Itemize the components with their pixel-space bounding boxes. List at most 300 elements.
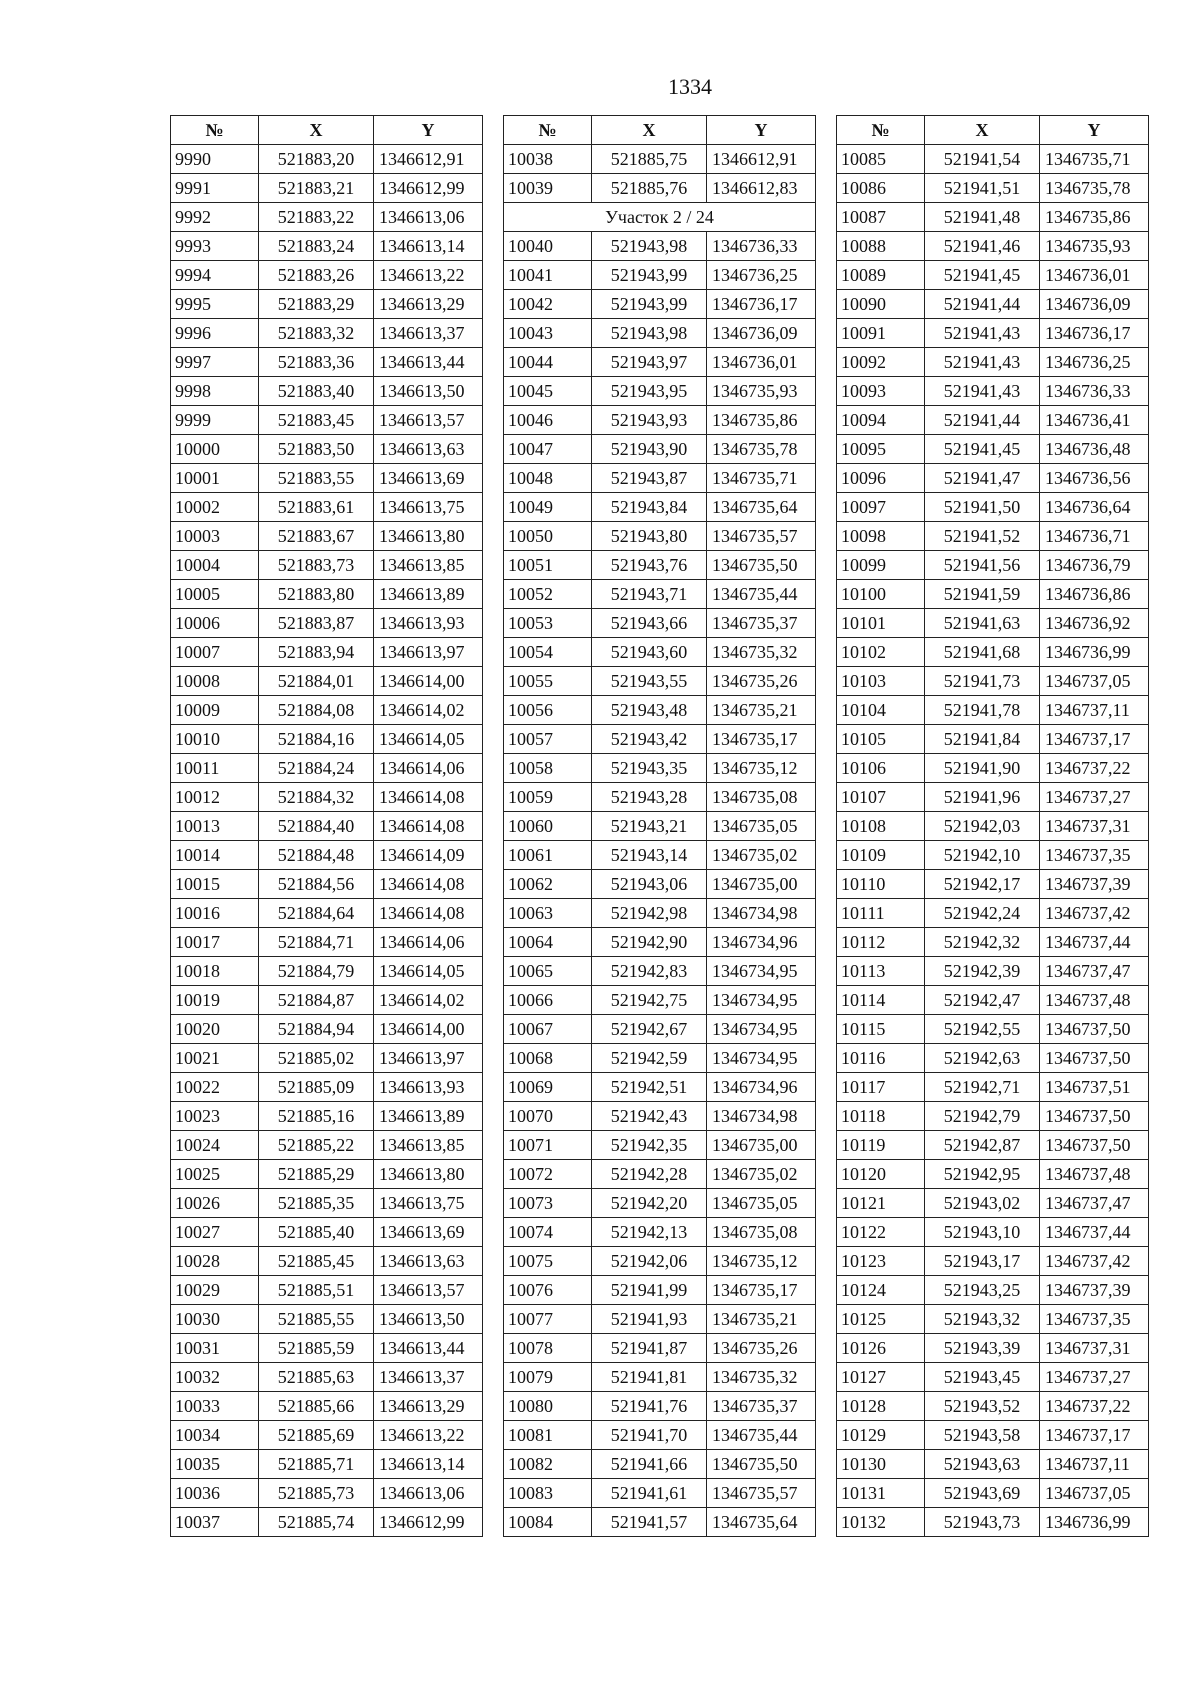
y-coordinate: 1346735,86 <box>1040 203 1149 232</box>
y-coordinate: 1346613,06 <box>374 203 483 232</box>
y-coordinate: 1346613,80 <box>374 522 483 551</box>
table-row <box>504 725 816 754</box>
point-number: 10087 <box>837 203 925 232</box>
x-coordinate: 521943,32 <box>925 1305 1040 1334</box>
x-coordinate: 521942,03 <box>925 812 1040 841</box>
x-coordinate: 521885,76 <box>592 174 707 203</box>
point-number: 10044 <box>504 348 592 377</box>
x-coordinate: 521942,95 <box>925 1160 1040 1189</box>
y-coordinate: 1346737,50 <box>1040 1015 1149 1044</box>
y-coordinate: 1346613,14 <box>374 232 483 261</box>
y-coordinate: 1346737,27 <box>1040 1363 1149 1392</box>
y-coordinate: 1346737,51 <box>1040 1073 1149 1102</box>
point-number: 10032 <box>171 1363 259 1392</box>
y-coordinate: 1346613,89 <box>374 1102 483 1131</box>
table-row <box>837 1247 1149 1276</box>
table-row <box>837 1479 1149 1508</box>
x-coordinate: 521883,29 <box>259 290 374 319</box>
table-row <box>504 1305 816 1334</box>
y-coordinate: 1346735,21 <box>707 696 816 725</box>
x-coordinate: 521885,71 <box>259 1450 374 1479</box>
table-row <box>504 696 816 725</box>
table-row <box>837 638 1149 667</box>
point-number: 10096 <box>837 464 925 493</box>
y-coordinate: 1346737,35 <box>1040 841 1149 870</box>
table-row <box>171 957 483 986</box>
y-coordinate: 1346613,63 <box>374 1247 483 1276</box>
table-row <box>171 1218 483 1247</box>
y-coordinate: 1346614,02 <box>374 696 483 725</box>
x-coordinate: 521943,99 <box>592 261 707 290</box>
x-coordinate: 521943,97 <box>592 348 707 377</box>
x-coordinate: 521941,73 <box>925 667 1040 696</box>
x-coordinate: 521941,96 <box>925 783 1040 812</box>
x-coordinate: 521941,78 <box>925 696 1040 725</box>
point-number: 10121 <box>837 1189 925 1218</box>
x-coordinate: 521941,48 <box>925 203 1040 232</box>
table-row <box>504 1450 816 1479</box>
table-row <box>837 1160 1149 1189</box>
table-row <box>837 754 1149 783</box>
table-row <box>171 667 483 696</box>
x-coordinate: 521885,55 <box>259 1305 374 1334</box>
point-number: 10129 <box>837 1421 925 1450</box>
table-row <box>504 1160 816 1189</box>
point-number: 10076 <box>504 1276 592 1305</box>
x-coordinate: 521941,84 <box>925 725 1040 754</box>
y-coordinate: 1346737,39 <box>1040 870 1149 899</box>
x-coordinate: 521943,80 <box>592 522 707 551</box>
y-coordinate: 1346737,44 <box>1040 1218 1149 1247</box>
x-coordinate: 521943,21 <box>592 812 707 841</box>
table-row <box>504 1015 816 1044</box>
x-coordinate: 521884,48 <box>259 841 374 870</box>
table-row <box>171 522 483 551</box>
x-coordinate: 521883,94 <box>259 638 374 667</box>
point-number: 10001 <box>171 464 259 493</box>
y-coordinate: 1346613,97 <box>374 1044 483 1073</box>
x-coordinate: 521941,63 <box>925 609 1040 638</box>
point-number: 10081 <box>504 1421 592 1450</box>
point-number: 10041 <box>504 261 592 290</box>
x-coordinate: 521941,43 <box>925 348 1040 377</box>
x-coordinate: 521943,60 <box>592 638 707 667</box>
y-coordinate: 1346736,64 <box>1040 493 1149 522</box>
point-number: 10015 <box>171 870 259 899</box>
y-coordinate: 1346613,85 <box>374 551 483 580</box>
y-coordinate: 1346737,50 <box>1040 1044 1149 1073</box>
table-row <box>837 290 1149 319</box>
point-number: 10021 <box>171 1044 259 1073</box>
table-row <box>837 1508 1149 1537</box>
y-coordinate: 1346736,01 <box>1040 261 1149 290</box>
point-number: 10073 <box>504 1189 592 1218</box>
table-row <box>504 1479 816 1508</box>
point-number: 10088 <box>837 232 925 261</box>
y-coordinate: 1346614,06 <box>374 928 483 957</box>
point-number: 10063 <box>504 899 592 928</box>
y-coordinate: 1346735,21 <box>707 1305 816 1334</box>
y-coordinate: 1346735,93 <box>707 377 816 406</box>
table-row <box>171 1392 483 1421</box>
y-coordinate: 1346735,50 <box>707 1450 816 1479</box>
point-number: 10007 <box>171 638 259 667</box>
x-coordinate: 521941,68 <box>925 638 1040 667</box>
point-number: 10072 <box>504 1160 592 1189</box>
point-number: 10024 <box>171 1131 259 1160</box>
table-row <box>837 696 1149 725</box>
point-number: 10118 <box>837 1102 925 1131</box>
y-coordinate: 1346614,08 <box>374 812 483 841</box>
point-number: 10080 <box>504 1392 592 1421</box>
point-number: 10126 <box>837 1334 925 1363</box>
table-row <box>837 377 1149 406</box>
table-row <box>171 1102 483 1131</box>
table-row <box>504 1334 816 1363</box>
coordinates-table-2 <box>503 115 816 1537</box>
table-row <box>837 1392 1149 1421</box>
y-coordinate: 1346613,69 <box>374 1218 483 1247</box>
point-number: 10062 <box>504 870 592 899</box>
table-row <box>171 290 483 319</box>
y-coordinate: 1346737,05 <box>1040 667 1149 696</box>
table-row <box>171 203 483 232</box>
x-coordinate: 521941,52 <box>925 522 1040 551</box>
y-coordinate: 1346735,12 <box>707 1247 816 1276</box>
point-number: 10052 <box>504 580 592 609</box>
table-row <box>171 841 483 870</box>
y-coordinate: 1346612,99 <box>374 174 483 203</box>
y-coordinate: 1346734,95 <box>707 957 816 986</box>
x-coordinate: 521885,09 <box>259 1073 374 1102</box>
y-coordinate: 1346613,57 <box>374 1276 483 1305</box>
y-coordinate: 1346734,95 <box>707 1015 816 1044</box>
y-coordinate: 1346735,71 <box>707 464 816 493</box>
x-coordinate: 521943,42 <box>592 725 707 754</box>
y-coordinate: 1346736,33 <box>1040 377 1149 406</box>
point-number: 10006 <box>171 609 259 638</box>
x-coordinate: 521942,90 <box>592 928 707 957</box>
table-row <box>171 1508 483 1537</box>
x-coordinate: 521941,99 <box>592 1276 707 1305</box>
table-row <box>504 1189 816 1218</box>
y-coordinate: 1346737,11 <box>1040 696 1149 725</box>
point-number: 10116 <box>837 1044 925 1073</box>
y-coordinate: 1346734,98 <box>707 899 816 928</box>
y-coordinate: 1346735,37 <box>707 1392 816 1421</box>
table-row <box>504 638 816 667</box>
table-row <box>171 899 483 928</box>
y-coordinate: 1346614,08 <box>374 899 483 928</box>
header-y: Y <box>374 116 483 145</box>
x-coordinate: 521943,10 <box>925 1218 1040 1247</box>
y-coordinate: 1346735,44 <box>707 1421 816 1450</box>
x-coordinate: 521943,58 <box>925 1421 1040 1450</box>
point-number: 10034 <box>171 1421 259 1450</box>
table-row <box>504 1044 816 1073</box>
x-coordinate: 521943,95 <box>592 377 707 406</box>
table-row <box>837 1305 1149 1334</box>
x-coordinate: 521884,79 <box>259 957 374 986</box>
y-coordinate: 1346736,79 <box>1040 551 1149 580</box>
point-number: 10000 <box>171 435 259 464</box>
y-coordinate: 1346735,00 <box>707 870 816 899</box>
x-coordinate: 521942,75 <box>592 986 707 1015</box>
y-coordinate: 1346613,50 <box>374 1305 483 1334</box>
x-coordinate: 521942,24 <box>925 899 1040 928</box>
y-coordinate: 1346737,47 <box>1040 957 1149 986</box>
table-row <box>171 783 483 812</box>
y-coordinate: 1346735,17 <box>707 725 816 754</box>
x-coordinate: 521943,17 <box>925 1247 1040 1276</box>
x-coordinate: 521883,50 <box>259 435 374 464</box>
x-coordinate: 521885,74 <box>259 1508 374 1537</box>
point-number: 10054 <box>504 638 592 667</box>
y-coordinate: 1346737,11 <box>1040 1450 1149 1479</box>
point-number: 10042 <box>504 290 592 319</box>
point-number: 10059 <box>504 783 592 812</box>
y-coordinate: 1346735,71 <box>1040 145 1149 174</box>
x-coordinate: 521943,28 <box>592 783 707 812</box>
table-row <box>837 783 1149 812</box>
y-coordinate: 1346737,22 <box>1040 754 1149 783</box>
x-coordinate: 521943,06 <box>592 870 707 899</box>
x-coordinate: 521942,98 <box>592 899 707 928</box>
point-number: 10127 <box>837 1363 925 1392</box>
y-coordinate: 1346735,50 <box>707 551 816 580</box>
header-x: X <box>592 116 707 145</box>
table-row <box>171 725 483 754</box>
table-row <box>504 348 816 377</box>
x-coordinate: 521942,51 <box>592 1073 707 1102</box>
x-coordinate: 521942,39 <box>925 957 1040 986</box>
table-row <box>171 1479 483 1508</box>
y-coordinate: 1346735,02 <box>707 841 816 870</box>
y-coordinate: 1346736,09 <box>707 319 816 348</box>
x-coordinate: 521943,55 <box>592 667 707 696</box>
x-coordinate: 521941,43 <box>925 377 1040 406</box>
table-row <box>171 348 483 377</box>
x-coordinate: 521943,90 <box>592 435 707 464</box>
x-coordinate: 521943,84 <box>592 493 707 522</box>
x-coordinate: 521941,61 <box>592 1479 707 1508</box>
x-coordinate: 521943,69 <box>925 1479 1040 1508</box>
point-number: 10033 <box>171 1392 259 1421</box>
table-row <box>171 696 483 725</box>
point-number: 10120 <box>837 1160 925 1189</box>
x-coordinate: 521943,45 <box>925 1363 1040 1392</box>
x-coordinate: 521941,87 <box>592 1334 707 1363</box>
y-coordinate: 1346735,44 <box>707 580 816 609</box>
x-coordinate: 521885,22 <box>259 1131 374 1160</box>
y-coordinate: 1346737,17 <box>1040 1421 1149 1450</box>
table-row <box>837 667 1149 696</box>
y-coordinate: 1346735,00 <box>707 1131 816 1160</box>
table-row <box>504 522 816 551</box>
table-row <box>504 377 816 406</box>
y-coordinate: 1346614,05 <box>374 957 483 986</box>
table-row <box>837 986 1149 1015</box>
table-row <box>504 1073 816 1102</box>
table-row <box>837 464 1149 493</box>
x-coordinate: 521883,21 <box>259 174 374 203</box>
table-row <box>504 551 816 580</box>
point-number: 10008 <box>171 667 259 696</box>
y-coordinate: 1346613,89 <box>374 580 483 609</box>
table-row <box>171 580 483 609</box>
point-number: 10018 <box>171 957 259 986</box>
point-number: 10074 <box>504 1218 592 1247</box>
x-coordinate: 521884,56 <box>259 870 374 899</box>
y-coordinate: 1346613,22 <box>374 1421 483 1450</box>
table-row <box>504 493 816 522</box>
table-row <box>837 435 1149 464</box>
point-number: 10045 <box>504 377 592 406</box>
point-number: 9992 <box>171 203 259 232</box>
table-row <box>504 1363 816 1392</box>
x-coordinate: 521885,75 <box>592 145 707 174</box>
point-number: 10040 <box>504 232 592 261</box>
x-coordinate: 521941,45 <box>925 261 1040 290</box>
point-number: 10043 <box>504 319 592 348</box>
table-row <box>171 1015 483 1044</box>
y-coordinate: 1346735,08 <box>707 1218 816 1247</box>
point-number: 10048 <box>504 464 592 493</box>
point-number: 10019 <box>171 986 259 1015</box>
y-coordinate: 1346737,17 <box>1040 725 1149 754</box>
y-coordinate: 1346613,80 <box>374 1160 483 1189</box>
point-number: 10115 <box>837 1015 925 1044</box>
x-coordinate: 521883,73 <box>259 551 374 580</box>
coordinates-table-1 <box>170 115 483 1537</box>
point-number: 10093 <box>837 377 925 406</box>
point-number: 10039 <box>504 174 592 203</box>
table-header-row <box>504 116 816 145</box>
table-row <box>504 1508 816 1537</box>
point-number: 10051 <box>504 551 592 580</box>
x-coordinate: 521883,36 <box>259 348 374 377</box>
table-row <box>504 464 816 493</box>
y-coordinate: 1346735,32 <box>707 638 816 667</box>
point-number: 10128 <box>837 1392 925 1421</box>
table-row <box>837 406 1149 435</box>
header-y: Y <box>1040 116 1149 145</box>
y-coordinate: 1346735,93 <box>1040 232 1149 261</box>
point-number: 9996 <box>171 319 259 348</box>
x-coordinate: 521941,47 <box>925 464 1040 493</box>
point-number: 10067 <box>504 1015 592 1044</box>
point-number: 10122 <box>837 1218 925 1247</box>
y-coordinate: 1346737,05 <box>1040 1479 1149 1508</box>
x-coordinate: 521941,56 <box>925 551 1040 580</box>
y-coordinate: 1346613,22 <box>374 261 483 290</box>
table-row <box>837 1102 1149 1131</box>
point-number: 10066 <box>504 986 592 1015</box>
point-number: 10022 <box>171 1073 259 1102</box>
point-number: 9997 <box>171 348 259 377</box>
point-number: 10131 <box>837 1479 925 1508</box>
table-row <box>171 1450 483 1479</box>
y-coordinate: 1346734,95 <box>707 986 816 1015</box>
x-coordinate: 521942,43 <box>592 1102 707 1131</box>
table-row <box>504 435 816 464</box>
y-coordinate: 1346737,35 <box>1040 1305 1149 1334</box>
point-number: 10097 <box>837 493 925 522</box>
point-number: 10068 <box>504 1044 592 1073</box>
y-coordinate: 1346614,09 <box>374 841 483 870</box>
table-row <box>171 319 483 348</box>
point-number: 10030 <box>171 1305 259 1334</box>
y-coordinate: 1346737,50 <box>1040 1131 1149 1160</box>
page-number: 1334 <box>668 74 712 99</box>
y-coordinate: 1346614,00 <box>374 667 483 696</box>
x-coordinate: 521884,40 <box>259 812 374 841</box>
y-coordinate: 1346735,78 <box>707 435 816 464</box>
y-coordinate: 1346735,64 <box>707 493 816 522</box>
x-coordinate: 521942,63 <box>925 1044 1040 1073</box>
table-row <box>837 957 1149 986</box>
y-coordinate: 1346735,78 <box>1040 174 1149 203</box>
table-row <box>171 435 483 464</box>
x-coordinate: 521885,45 <box>259 1247 374 1276</box>
table-row <box>171 1305 483 1334</box>
point-number: 10005 <box>171 580 259 609</box>
point-number: 10109 <box>837 841 925 870</box>
point-number: 10077 <box>504 1305 592 1334</box>
table-row <box>837 319 1149 348</box>
y-coordinate: 1346613,57 <box>374 406 483 435</box>
table-row <box>837 1015 1149 1044</box>
x-coordinate: 521884,64 <box>259 899 374 928</box>
x-coordinate: 521941,76 <box>592 1392 707 1421</box>
point-number: 10049 <box>504 493 592 522</box>
table-row <box>837 348 1149 377</box>
y-coordinate: 1346737,39 <box>1040 1276 1149 1305</box>
table-header-row <box>171 116 483 145</box>
table-row <box>171 493 483 522</box>
y-coordinate: 1346614,00 <box>374 1015 483 1044</box>
table-row <box>504 1218 816 1247</box>
x-coordinate: 521883,55 <box>259 464 374 493</box>
x-coordinate: 521943,93 <box>592 406 707 435</box>
x-coordinate: 521943,98 <box>592 232 707 261</box>
y-coordinate: 1346735,57 <box>707 1479 816 1508</box>
x-coordinate: 521942,06 <box>592 1247 707 1276</box>
point-number: 10110 <box>837 870 925 899</box>
point-number: 10125 <box>837 1305 925 1334</box>
point-number: 10037 <box>171 1508 259 1537</box>
point-number: 10029 <box>171 1276 259 1305</box>
y-coordinate: 1346735,05 <box>707 1189 816 1218</box>
point-number: 10053 <box>504 609 592 638</box>
point-number: 10124 <box>837 1276 925 1305</box>
point-number: 10046 <box>504 406 592 435</box>
x-coordinate: 521885,02 <box>259 1044 374 1073</box>
table-row <box>837 551 1149 580</box>
x-coordinate: 521883,80 <box>259 580 374 609</box>
x-coordinate: 521883,45 <box>259 406 374 435</box>
table-row <box>837 174 1149 203</box>
header-number: № <box>171 116 259 145</box>
table-row <box>504 1421 816 1450</box>
point-number: 10011 <box>171 754 259 783</box>
table-row <box>504 1392 816 1421</box>
point-number: 10132 <box>837 1508 925 1537</box>
x-coordinate: 521942,67 <box>592 1015 707 1044</box>
point-number: 10104 <box>837 696 925 725</box>
table-row <box>171 551 483 580</box>
table-row <box>837 203 1149 232</box>
